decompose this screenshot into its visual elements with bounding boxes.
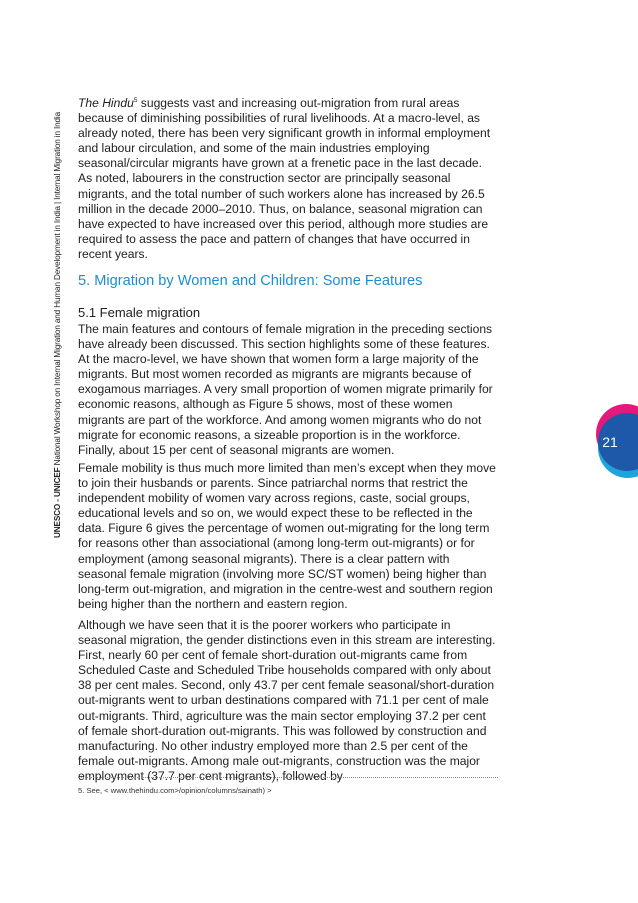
footnote-divider [78,777,498,778]
paragraph-text: Female mobility is thus much more limited than men’s except when they move to join their husbands or parents. Since patriarchal norms that restrict the independent mobility of women vary across regions, caste, social groups, educational levels and so on, we would expect these to be reflected in the data. Figure 6 gives the percentage of women out-migrating for the long term for reasons other than associational (among long-term out-migrants) or for employment (among seasonal migrants). There is a clear pattern with seasonal female migration (involving more SC/ST women) being higher than long-term out-migration, and migration in the centre-west and southern region being higher than the northern and eastern region. [78,461,496,611]
paragraph-text: Although we have seen that it is the poorer workers who participate in seasonal migration, the gender distinctions even in this stream are interesting. First, nearly 60 per cent of female short-duration out-migrants came from Scheduled Caste and Scheduled Tribe households compared with only about 38 per cent males. Second, only 43.7 per cent female seasonal/short-duration out-migrants went to urban destinations compared with 71.1 per cent of male out-migrants. Third, agriculture was the main sector employing 37.2 per cent of female short-duration out-migrants. This was followed by construction and manufacturing. No other industry employed more than 2.5 per cent of the female out-migrants. Among male out-migrants, construction was the major employment (37.7 per cent migrants), followed by [78,618,496,783]
female-mobility-paragraph [78,461,498,612]
female-migration-paragraph [78,322,498,458]
intro-paragraph [78,96,498,262]
page-badge-circles-icon [584,404,638,478]
section-heading: 5. Migration by Women and Children: Some Features [78,273,423,289]
page-number-badge [584,404,638,478]
sidebar-org: UNESCO - UNICEF [53,467,62,538]
footnote: 5. See, < www.thehindu.com>/opinion/columns/sainath) > [78,786,272,795]
footnote-ref: 5 [133,97,138,104]
sidebar-running-title [53,112,62,538]
page-number: 21 [602,434,618,450]
newspaper-name: The Hindu [78,96,134,110]
sidebar-title: National Workshop on Internal Migration and Human Development in India | Internal Migration in India [53,112,62,468]
intro-paragraph-text: suggests vast and increasing out-migration from rural areas because of diminishing possibilities of rural livelihoods. At a macro-level, as already noted, there has been very significant growth in informal employment and labour circulation, and some of the main industries employing seasonal/circular migrants have grown at a frenetic pace in the last decade. As noted, labourers in the construction sector are principally seasonal migrants, and the total number of such workers alone has increased by 26.5 million in the decade 2000–2010. Thus, on balance, seasonal migration can have expected to have increased over this period, although more studies are required to assess the pace and pattern of changes that have occurred in recent years. [78,96,491,261]
subsection-heading: 5.1 Female migration [78,305,201,320]
paragraph-text: The main features and contours of female migration in the preceding sections have already been discussed. This section highlights some of these features. At the macro-level, we have shown that women form a large majority of the migrants. But most women recorded as migrants are migrants because of exogamous marriages. A very small proportion of women migrate primarily for economic reasons, although as Figure 5 shows, most of these women migrants are part of the workforce. And among women migrants who do not migrate for economic reasons, a sizeable proportion is in the workforce. Finally, about 15 per cent of seasonal migrants are women. [78,322,493,457]
gender-distinctions-paragraph [78,618,498,784]
